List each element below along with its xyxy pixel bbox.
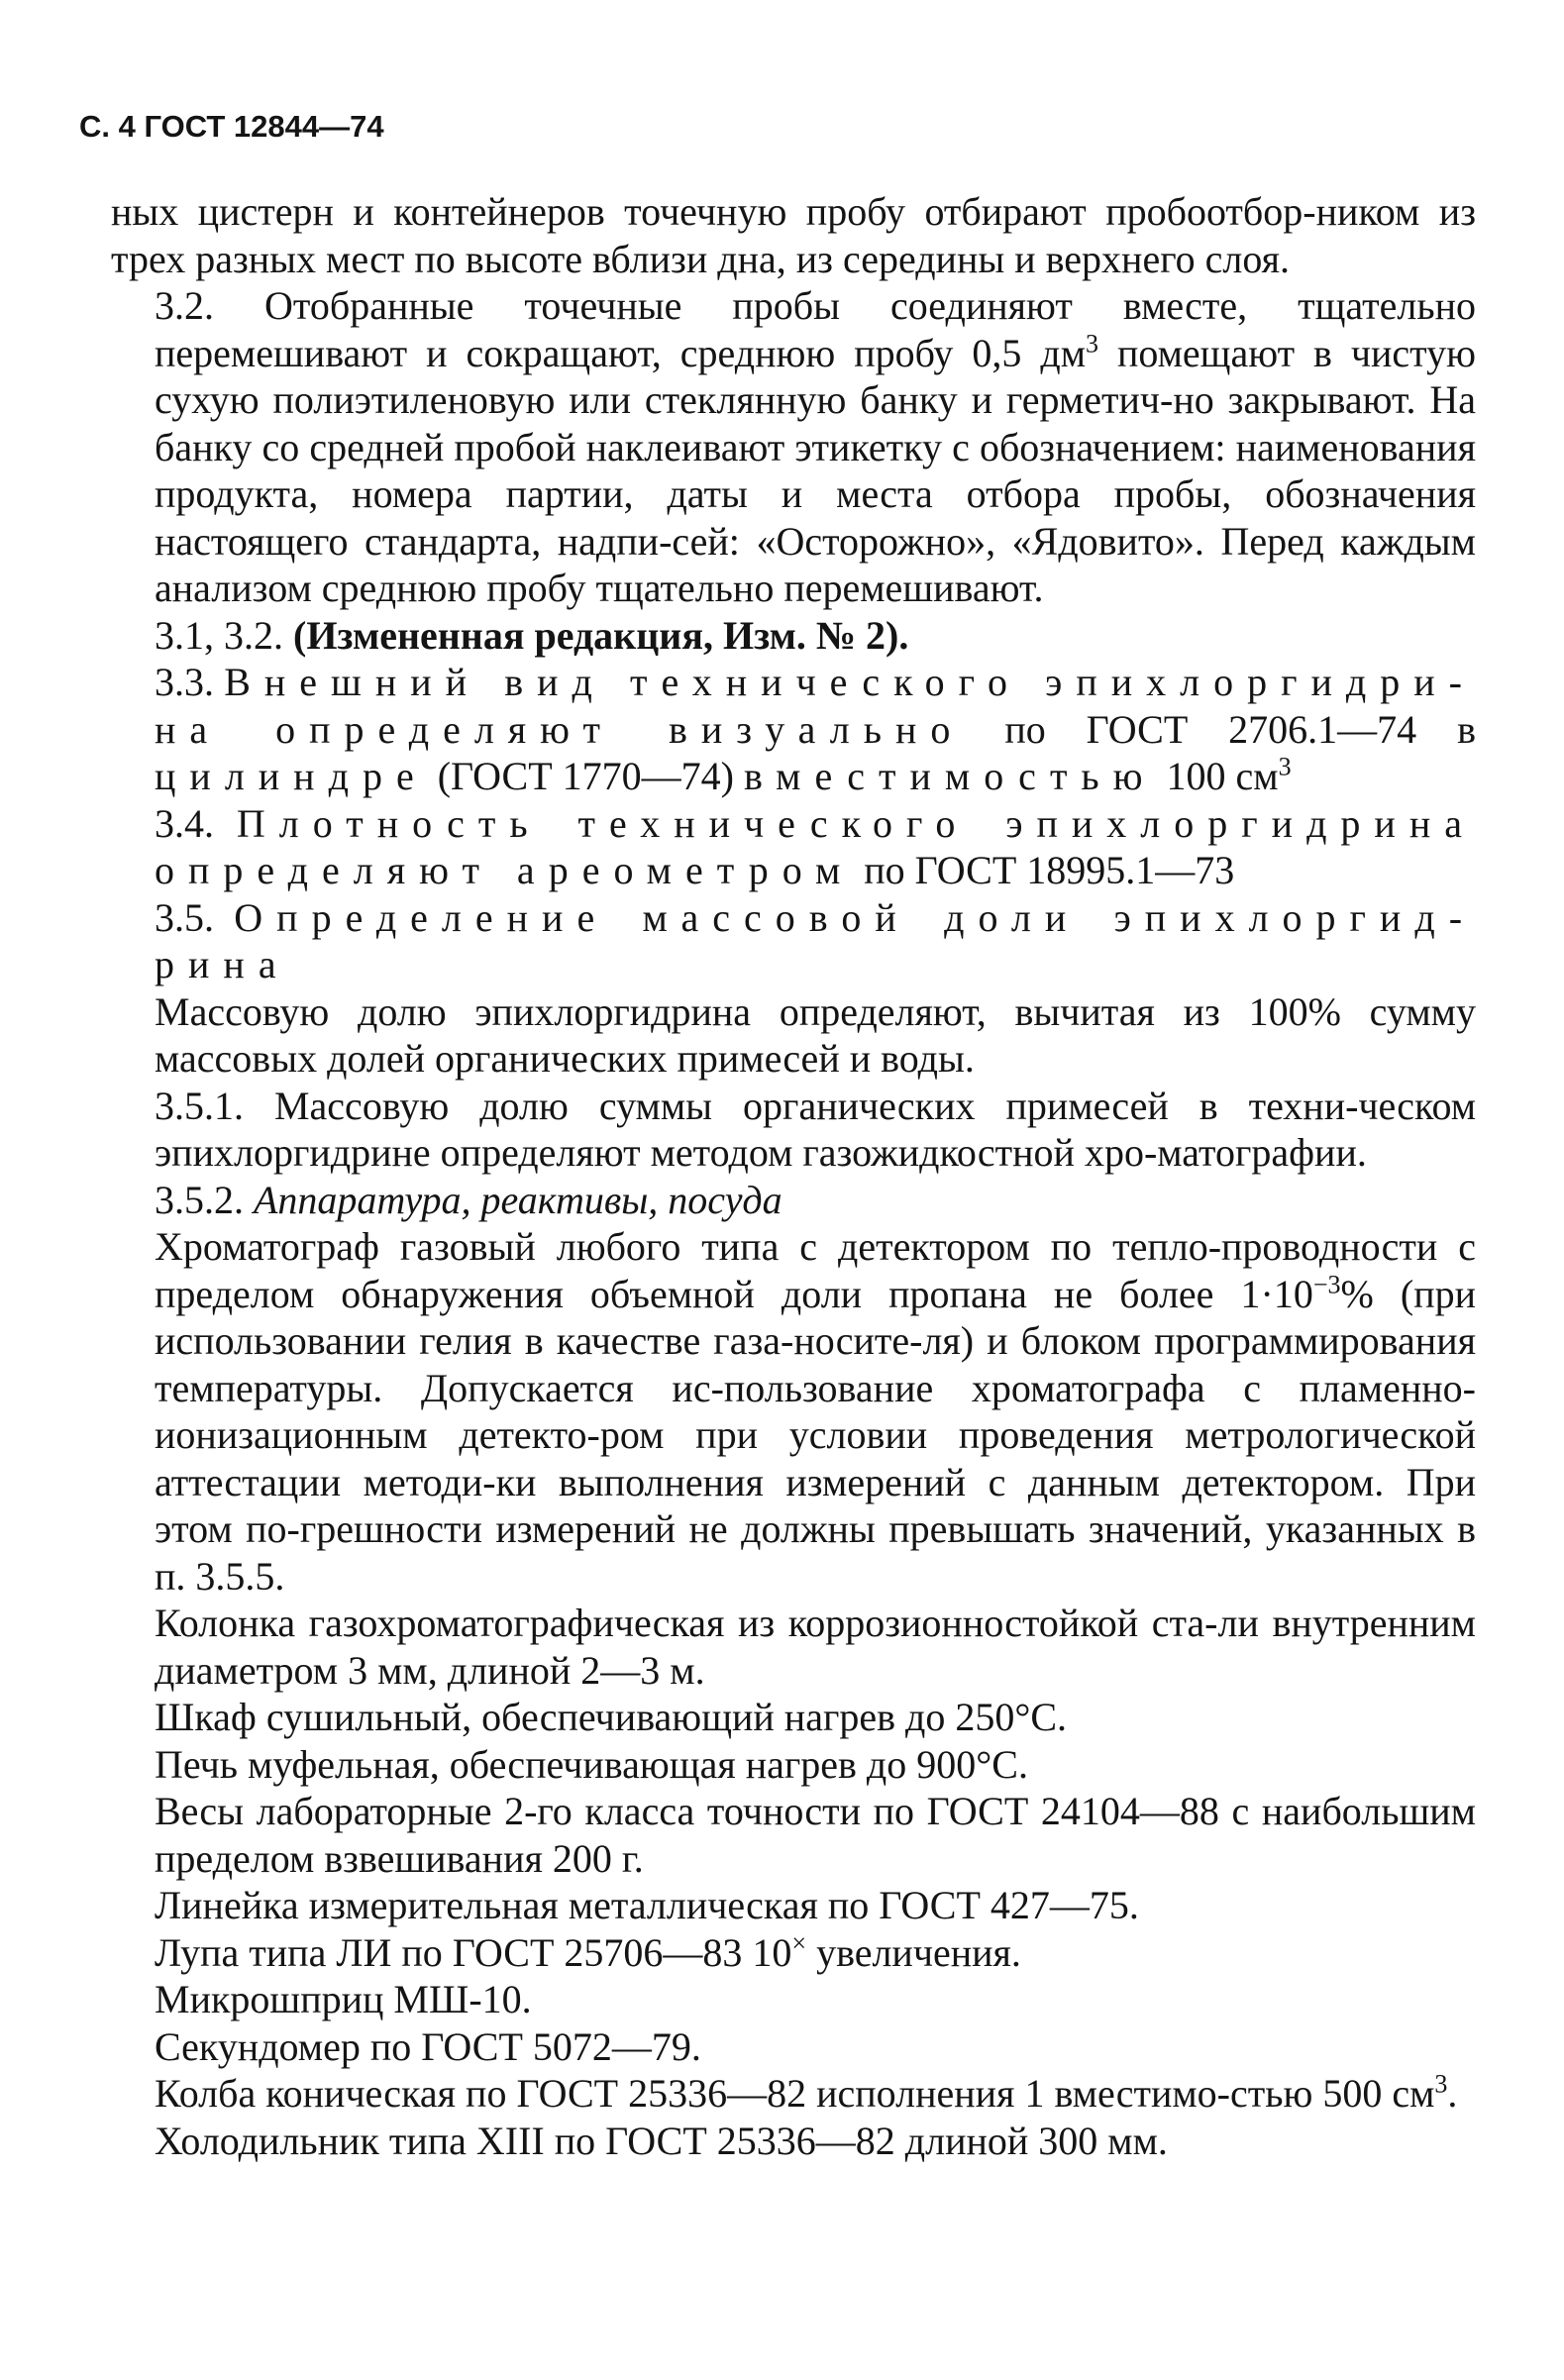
amendment-note-bold: (Измененная редакция, Изм. № 2). [293,612,909,658]
paragraph-3-4-number: 3.4. [155,800,237,846]
paragraph-3-3-spaced-2: цилиндре [155,754,428,798]
paragraph-3-4-spaced: Плотность технического эпихлоргидрина определяют ареометром [155,800,1477,892]
running-head: С. 4 ГОСТ 12844—74 [79,109,384,144]
paragraph-3-5 [155,894,1476,988]
paragraph-3-3-spaced-3: вместимостью [743,754,1157,798]
paragraph-chromatograph-text-b: % (при использовании гелия в качестве газа-носите-ля) и блоком программирования температуры. Допускается ис-пользование хроматографа с пламенно-ионизационным детекто-ром при условии проведения метрологической аттестации методи-ки выполнения измерений с данным детектором. При этом по-грешности измерений не должны превышать значений, указанных в п. 3.5.5. [155,1271,1477,1599]
document-body [111,188,1477,2164]
paragraph-3-3-text-3: 100 см [1156,754,1279,798]
paragraph-column: Колонка газохроматографическая из коррозионностойкой ста-ли внутренним диаметром 3 мм, длиной 2—3 м. [155,1601,1476,1693]
paragraph-3-5-number: 3.5. [155,894,235,940]
paragraph-3-3-text-2: (ГОСТ 1770—74) [427,754,744,798]
paragraph-magnifier [155,1929,1476,1977]
amendment-note [155,612,1476,660]
paragraph-flask-text-a: Колба коническая по ГОСТ 25336—82 исполнения 1 вместимо-стью 500 см [155,2071,1435,2116]
paragraph-flask [155,2070,1476,2118]
paragraph-3-3 [155,659,1476,800]
paragraph-magnifier-text-b: увеличения. [806,1929,1021,1975]
superscript: −3 [1312,1270,1341,1299]
paragraph-3-3-spaced: Внешний вид технического эпихлоргидри-на определяют визуально [155,660,1477,752]
paragraph-condenser: Холодильник типа XIII по ГОСТ 25336—82 длиной 300 мм. [155,2118,1168,2163]
superscript: 3 [1434,2069,1448,2099]
paragraph-3-5-2-number: 3.5.2. [155,1177,254,1222]
paragraph-flask-text-b: . [1447,2071,1458,2116]
paragraph-mass-fraction: Массовую долю эпихлоргидрина определяют, вычитая из 100% сумму массовых долей органических примесей и воды. [155,988,1476,1081]
paragraph-3-3-number: 3.3. [155,660,225,704]
amendment-note-number: 3.1, 3.2. [155,612,293,658]
paragraph-microsyringe: Микрошприц МШ-10. [155,1977,532,2021]
superscript: 3 [1278,752,1292,781]
paragraph-3-2 [155,282,1476,612]
paragraph-3-5-2 [155,1177,1476,1224]
paragraph-drying-cabinet: Шкаф сушильный, обеспечивающий нагрев до 250°С. [155,1695,1068,1739]
paragraph-chromatograph [155,1223,1476,1600]
paragraph-3-2-text-a: 3.2. Отобранные точечные пробы соединяют вместе, тщательно перемешивают и сокращают, среднюю пробу 0,5 дм [155,283,1476,375]
paragraph-magnifier-text-a: Лупа типа ЛИ по ГОСТ 25706—83 10 [155,1929,792,1975]
paragraph-3-5-spaced: Определение массовой доли эпихлоргид-рина [155,894,1477,986]
superscript: × [791,1928,807,1958]
paragraph-3-3-text: по ГОСТ 2706.1—74 в [964,706,1476,752]
paragraph-chromatograph-text-a: Хроматограф газовый любого типа с детектором по тепло-проводности с пределом обнаружения объемной доли пропана не более 1·10 [155,1224,1476,1316]
paragraph-3-5-1: 3.5.1. Массовую долю суммы органических примесей в техни-ческом эпихлоргидрине определяют методом газожидкостной хро-матографии. [155,1083,1476,1175]
paragraph-3-4 [155,800,1476,894]
paragraph-ruler: Линейка измерительная металлическая по ГОСТ 427—75. [155,1883,1139,1927]
paragraph-stopwatch: Секундомер по ГОСТ 5072—79. [155,2023,701,2069]
paragraph-scales: Весы лабораторные 2-го класса точности по ГОСТ 24104—88 с наибольшим пределом взвешивания 200 г. [155,1789,1476,1881]
paragraph-3-2-text-b: помещают в чистую сухую полиэтиленовую или стеклянную банку и герметич-но закрывают. На банку со средней пробой наклеивают этикетку с обозначением: наименования продукта, номера партии, даты и места отбора пробы, обозначения настоящего стандарта, надпи-сей: «Осторожно», «Ядовито». Перед каждым анализом среднюю пробу тщательно перемешивают. [155,330,1476,610]
paragraph-continuation: ных цистерн и контейнеров точечную пробу отбирают пробоотбор-ником из трех разных мест по высоте вблизи дна, из середины и верхнего слоя. [111,189,1476,281]
paragraph-3-5-2-italic: Аппаратура, реактивы, посуда [254,1177,782,1222]
paragraph-3-4-text: по ГОСТ 18995.1—73 [854,848,1235,892]
paragraph-muffle-furnace: Печь муфельная, обеспечивающая нагрев до 900°С. [155,1741,1028,1787]
superscript: 3 [1086,329,1099,359]
